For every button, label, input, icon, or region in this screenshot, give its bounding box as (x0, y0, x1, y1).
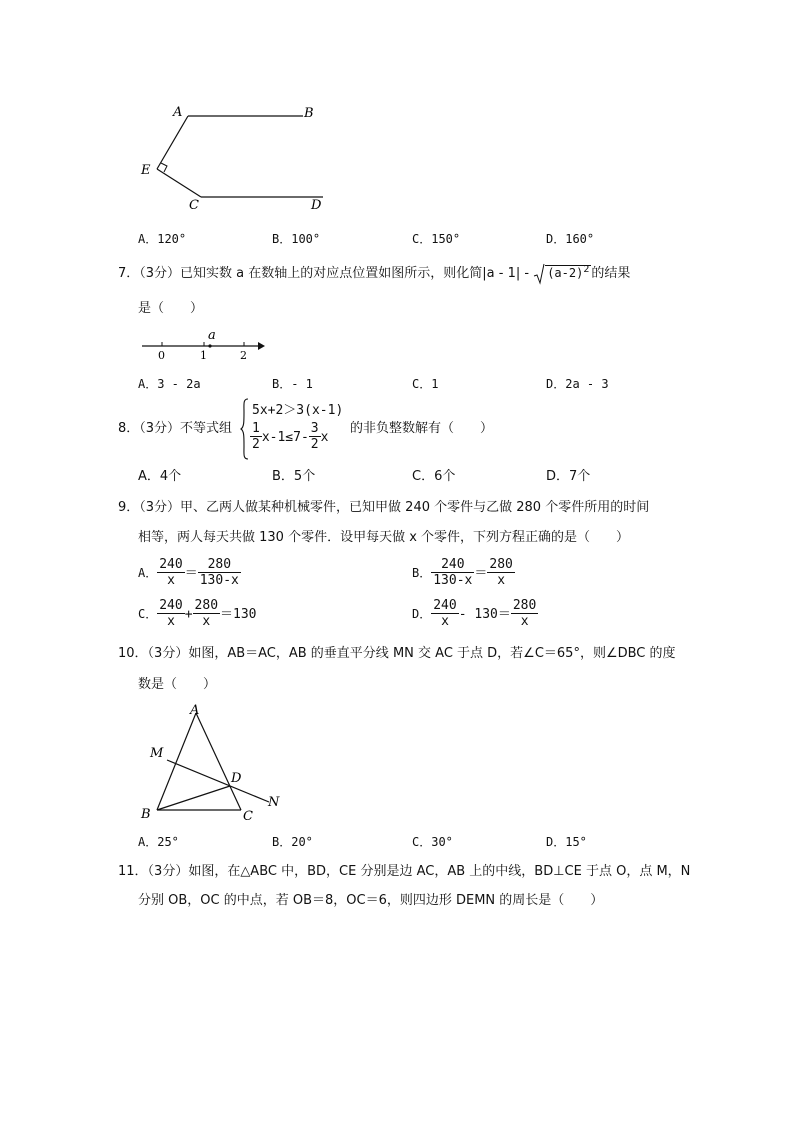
label-m: M (150, 746, 164, 761)
q7-option-d[interactable]: D．2a - 3 (546, 377, 609, 391)
q10-stem-line2: 数是（ ） (138, 677, 217, 692)
q6-figure (135, 100, 335, 215)
q9-option-d[interactable]: D． $\frac{240}{x}$ - 130＝ $\frac{280}{x}$ (412, 598, 537, 629)
brace-icon (240, 398, 250, 460)
q6-option-c[interactable]: C．150° (412, 232, 461, 246)
q8-prefix: 8．（3分）不等式组 (118, 421, 233, 436)
label-a: A (190, 703, 200, 718)
label-c: C (189, 198, 199, 213)
segment-bd (157, 786, 230, 810)
fraction: $\frac{3}{2}$ (310, 421, 319, 452)
q7-option-c[interactable]: C．1 (412, 377, 439, 391)
q7-option-a[interactable]: A．3 - 2a (138, 377, 201, 391)
q7-option-b[interactable]: B．- 1 (272, 377, 313, 391)
label-a: A (173, 105, 183, 120)
sqrt-icon (533, 263, 545, 285)
label-d: D (231, 771, 242, 786)
q6-option-b[interactable]: B．100° (272, 232, 321, 246)
q11-stem-line1: 11．（3分）如图，在△ABC 中，BD，CE 分别是边 AC，AB 上的中线，BD⊥CE 于点 O，点 M，N (118, 864, 691, 879)
q7-stem-line1 (118, 262, 630, 285)
q9-stem-line2: 相等，两人每天共做 130 个零件．设甲每天做 x 个零件，下列方程正确的是（ ） (138, 530, 630, 545)
q10-option-a[interactable]: A．25° (138, 835, 179, 849)
label-e: E (141, 163, 151, 178)
q8-option-d[interactable]: D．7个 (546, 469, 591, 484)
q10-option-c[interactable]: C．30° (412, 835, 453, 849)
q8-inequality-1: 5x+2＞3(x-1) (252, 403, 344, 418)
point-a-dot (208, 344, 211, 347)
right-angle-mark (161, 163, 167, 172)
sqrt-radicand: $(a-2)^2$ (547, 264, 590, 280)
q9-option-c[interactable]: C． $\frac{240}{x}$ + $\frac{280}{x}$ ＝130 (138, 598, 257, 629)
q7-text-prefix: 7．（3分）已知实数 a 在数轴上的对应点位置如图所示，则化简|a - 1| - (118, 266, 534, 281)
q10-figure (135, 700, 285, 825)
q9-option-b[interactable]: B． $\frac{240}{130-x}$ ＝ $\frac{280}{x}$ (412, 557, 513, 588)
q10-option-d[interactable]: D．15° (546, 835, 587, 849)
sqrt-expression (533, 262, 591, 285)
label-d: D (311, 198, 322, 213)
q10-stem-line1: 10．（3分）如图，AB＝AC，AB 的垂直平分线 MN 交 AC 于点 D，若∠C＝65°，则∠DBC 的度 (118, 646, 676, 661)
q8-inequality-2: $\frac{1}{2}$ x-1≤7- $\frac{3}{2}$ x (252, 421, 329, 452)
point-a-label: a (208, 328, 216, 343)
q8-option-a[interactable]: A．4个 (138, 469, 182, 484)
q10-option-b[interactable]: B．20° (272, 835, 313, 849)
tick-1: 1 (200, 349, 207, 361)
tick-0: 0 (158, 349, 165, 361)
q6-option-d[interactable]: D．160° (546, 232, 595, 246)
q6-option-a[interactable]: A．120° (138, 232, 187, 246)
side-ab (157, 713, 196, 810)
q7-stem-line2: 是（ ） (138, 301, 204, 316)
label-n: N (268, 795, 280, 810)
segment-ae (157, 116, 188, 169)
segment-ec (157, 169, 201, 197)
label-c: C (243, 809, 253, 824)
q11-stem-line2: 分别 OB，OC 的中点，若 OB＝8，OC＝6，则四边形 DEMN 的周长是（ ） (138, 893, 604, 908)
q7-text-suffix: 的结果 (591, 266, 631, 281)
line-mn (167, 760, 269, 802)
fraction: $\frac{1}{2}$ (252, 421, 260, 452)
label-b: B (304, 106, 314, 121)
q9-option-a[interactable]: A． $\frac{240}{x}$ ＝ $\frac{280}{130-x}$ (138, 557, 239, 588)
tick-2: 2 (240, 349, 247, 361)
q8-option-c[interactable]: C．6个 (412, 469, 456, 484)
q9-stem-line1: 9．（3分）甲、乙两人做某种机械零件，已知甲做 240 个零件与乙做 280 个零件所用的时间 (118, 500, 650, 515)
q8-suffix: 的非负整数解有（ ） (350, 421, 494, 436)
label-b: B (141, 807, 151, 822)
q7-number-line (138, 325, 268, 361)
arrow-right-icon (258, 342, 265, 350)
q8-option-b[interactable]: B．5个 (272, 469, 316, 484)
